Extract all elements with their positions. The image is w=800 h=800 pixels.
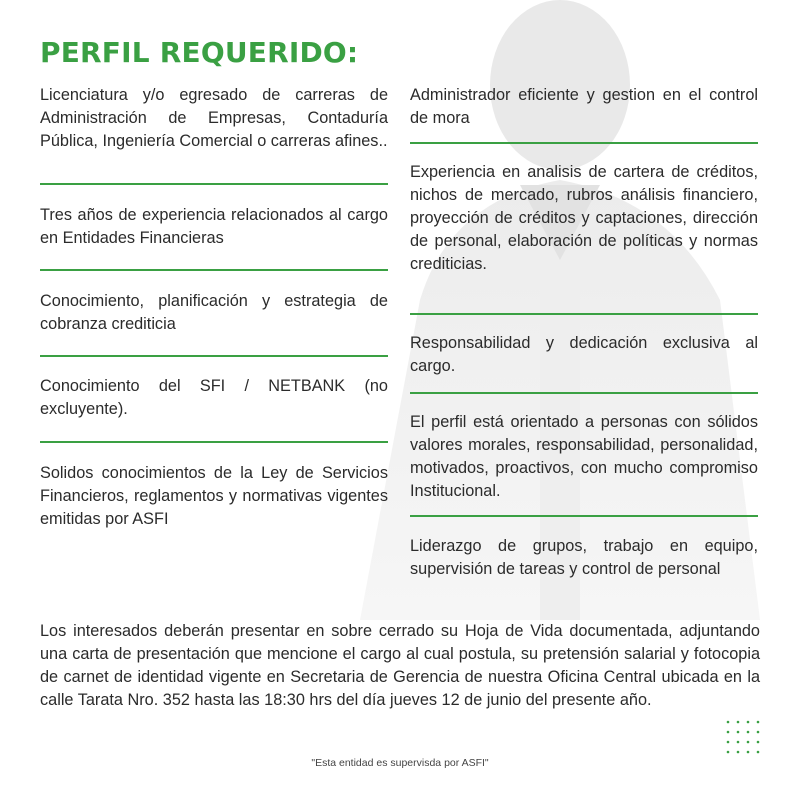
divider [410,313,758,315]
divider [410,392,758,394]
requirement-item: Tres años de experiencia relacionados al cargo en Entidades Financieras [40,206,388,247]
requirement-item: Conocimiento del SFI / NETBANK (no excluyente). [40,377,388,418]
supervision-note: "Esta entidad es supervisda por ASFI" [311,757,489,769]
requirement-item: El perfil está orientado a personas con sólidos valores morales, responsabilidad, personalidad, motivados, proactivos, con mucho compromiso Institucional. [410,413,758,500]
requirement-item: Licenciatura y/o egresado de carreras de Administración de Empresas, Contaduría Pública, Ingeniería Comercial o carreras afines.. [40,86,388,150]
right-requirements-column [410,84,758,581]
divider [40,183,388,185]
divider [410,515,758,517]
left-requirements-column [40,84,388,531]
requirement-item: Administrador eficiente y gestion en el control de mora [410,86,758,127]
requirement-item: Liderazgo de grupos, trabajo en equipo, supervisión de tareas y control de personal [410,537,758,578]
requirement-item: Experiencia en analisis de cartera de créditos, nichos de mercado, rubros análisis financiero, proyección de créditos y captaciones, dirección de personal, elaboración de políticas y normas crediticias. [410,163,758,273]
divider [40,355,388,357]
requirement-item: Responsabilidad y dedicación exclusiva al cargo. [410,334,758,375]
application-instructions: Los interesados deberán presentar en sobre cerrado su Hoja de Vida documentada, adjuntando una carta de presentación que mencione el cargo al cual postula, su pretensión salarial y fotocopia de carnet de identidad vigente en Secretaria de Gerencia de nuestra Oficina Central ubicada en la calle Tarata Nro. 352 hasta las 18:30 hrs del día jueves 12 de junio del presente año. [40,622,760,709]
divider [410,142,758,144]
divider [40,269,388,271]
requirement-item: Conocimiento, planificación y estrategia de cobranza crediticia [40,292,388,333]
requirement-item: Solidos conocimientos de la Ley de Servicios Financieros, reglamentos y normativas vigentes emitidas por ASFI [40,464,388,528]
dot-grid-decoration [724,718,764,758]
divider [40,441,388,443]
page-title: PERFIL REQUERIDO: [40,36,359,69]
